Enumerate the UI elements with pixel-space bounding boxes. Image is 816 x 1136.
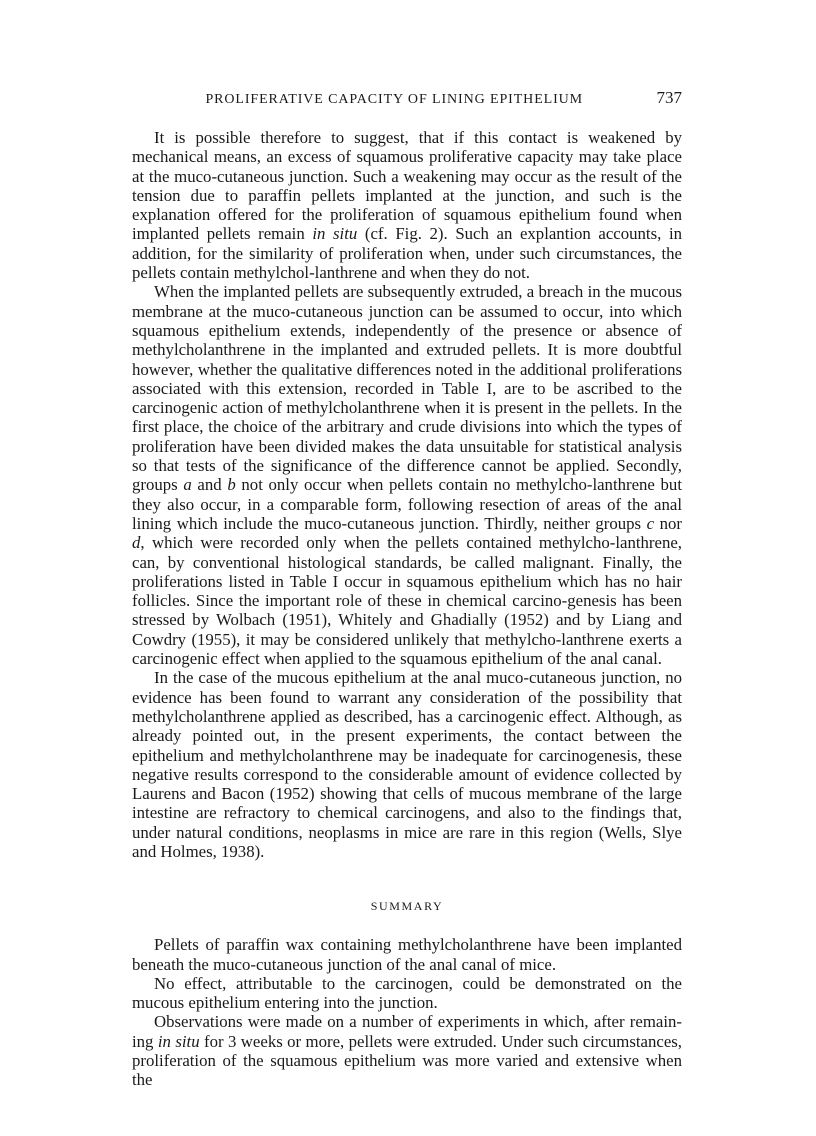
text-run: not only occur when pellets contain no methylcho-lanthrene but they also occur, in a comparable form, following resection of areas of the anal lining which include the muco-cutaneous junction. Thirdly, neither groups bbox=[132, 475, 682, 533]
body-paragraph bbox=[132, 128, 682, 282]
italic-term: in situ bbox=[157, 1031, 200, 1051]
summary-paragraph bbox=[132, 1012, 682, 1089]
italic-term: c bbox=[646, 513, 655, 533]
text-run: Observations were made on a number of experiments in which, after remain-ing bbox=[132, 1012, 682, 1051]
article-body bbox=[132, 128, 682, 1090]
text-run: In the case of the mucous epithelium at the anal muco-cutaneous junction, no evidence has been found to warrant any consideration of the possibility that methylcholanthrene applied as described, has a carcinogenic effect. Although, as already pointed out, in the present experiments, the contact between the epithelium and methylcholanthrene may be inadequate for carcinogenesis, these negative results correspond to the considerable amount of evidence collected by Laurens and Bacon (1952) showing that cells of mucous membrane of the large intestine are refractory to chemical carcinogens, and also to the findings that, under natural conditions, neoplasms in mice are rare in this region (Wells, Slye and Holmes, 1938). bbox=[132, 668, 682, 861]
summary-paragraph bbox=[132, 974, 682, 1013]
text-run: No effect, attributable to the carcinogen, could be demonstrated on the mucous epithelium entering into the junction. bbox=[132, 973, 682, 1013]
page-number: 737 bbox=[656, 88, 682, 107]
text-run: Pellets of paraffin wax containing methylcholanthrene have been implanted beneath the muco-cutaneous junction of the anal canal of mice. bbox=[132, 935, 682, 974]
summary-heading: SUMMARY bbox=[370, 899, 444, 914]
italic-term: d bbox=[132, 533, 141, 553]
body-paragraph bbox=[132, 668, 682, 861]
body-paragraph bbox=[132, 282, 682, 668]
text-run: , which were recorded only when the pellets contained methylcho-lanthrene, can, by conventional histological standards, be called malignant. Finally, the proliferations listed in Table I occur in squamous epithelium which has no hair follicles. Since the important role of these in chemical carcino-genesis has been stressed by Wolbach (1951), Whitely and Ghadially (1952) and by Liang and Cowdry (1955), it may be considered unlikely that methylcho-lanthrene exerts a carcinogenic effect when applied to the squamous epithelium of the anal canal. bbox=[132, 533, 682, 669]
text-run: and bbox=[191, 475, 228, 495]
running-head bbox=[132, 88, 682, 108]
text-run: for 3 weeks or more, pellets were extruded. Under such circumstances, proliferation of the squamous epithelium was more varied and extensive when the bbox=[132, 1031, 682, 1090]
italic-term: a bbox=[183, 475, 192, 495]
italic-term: b bbox=[227, 475, 236, 495]
running-title: PROLIFERATIVE CAPACITY OF LINING EPITHELIUM bbox=[205, 92, 584, 107]
text-run: It is possible therefore to suggest, that if this contact is weakened by mechanical means, an excess of squamous proliferative capacity may take place at the muco-cutaneous junction. Such a weakening may occur as the result of the tension due to paraffin pellets implanted at the junction, and such is the explanation offered for the proliferation of squamous epithelium found when implanted pellets remain bbox=[132, 128, 682, 244]
italic-term: in situ bbox=[312, 224, 358, 244]
summary-paragraph bbox=[132, 935, 682, 974]
text-run: When the implanted pellets are subsequently extruded, a breach in the mucous membrane at the muco-cutaneous junction can be assumed to occur, into which squamous epithelium extends, independently of the presence or absence of methylcholanthrene in the implanted and extruded pellets. It is more doubtful however, whether the qualitative differences noted in the additional proliferations associated with this extension, recorded in Table I, are to be ascribed to the carcinogenic action of methylcholanthrene when it is present in the pellets. In the first place, the choice of the arbitrary and crude divisions into which the types of proliferation have been divided makes the data unsuitable for statistical analysis so that tests of the significance of the difference cannot be applied. Secondly, groups bbox=[132, 282, 682, 495]
text-run: (cf. Fig. 2). Such an explantion accounts, in addition, for the similarity of proliferation when, under such circumstances, the pellets contain methylchol-lanthrene and when they do not. bbox=[132, 224, 682, 283]
text-run: nor bbox=[654, 513, 682, 533]
